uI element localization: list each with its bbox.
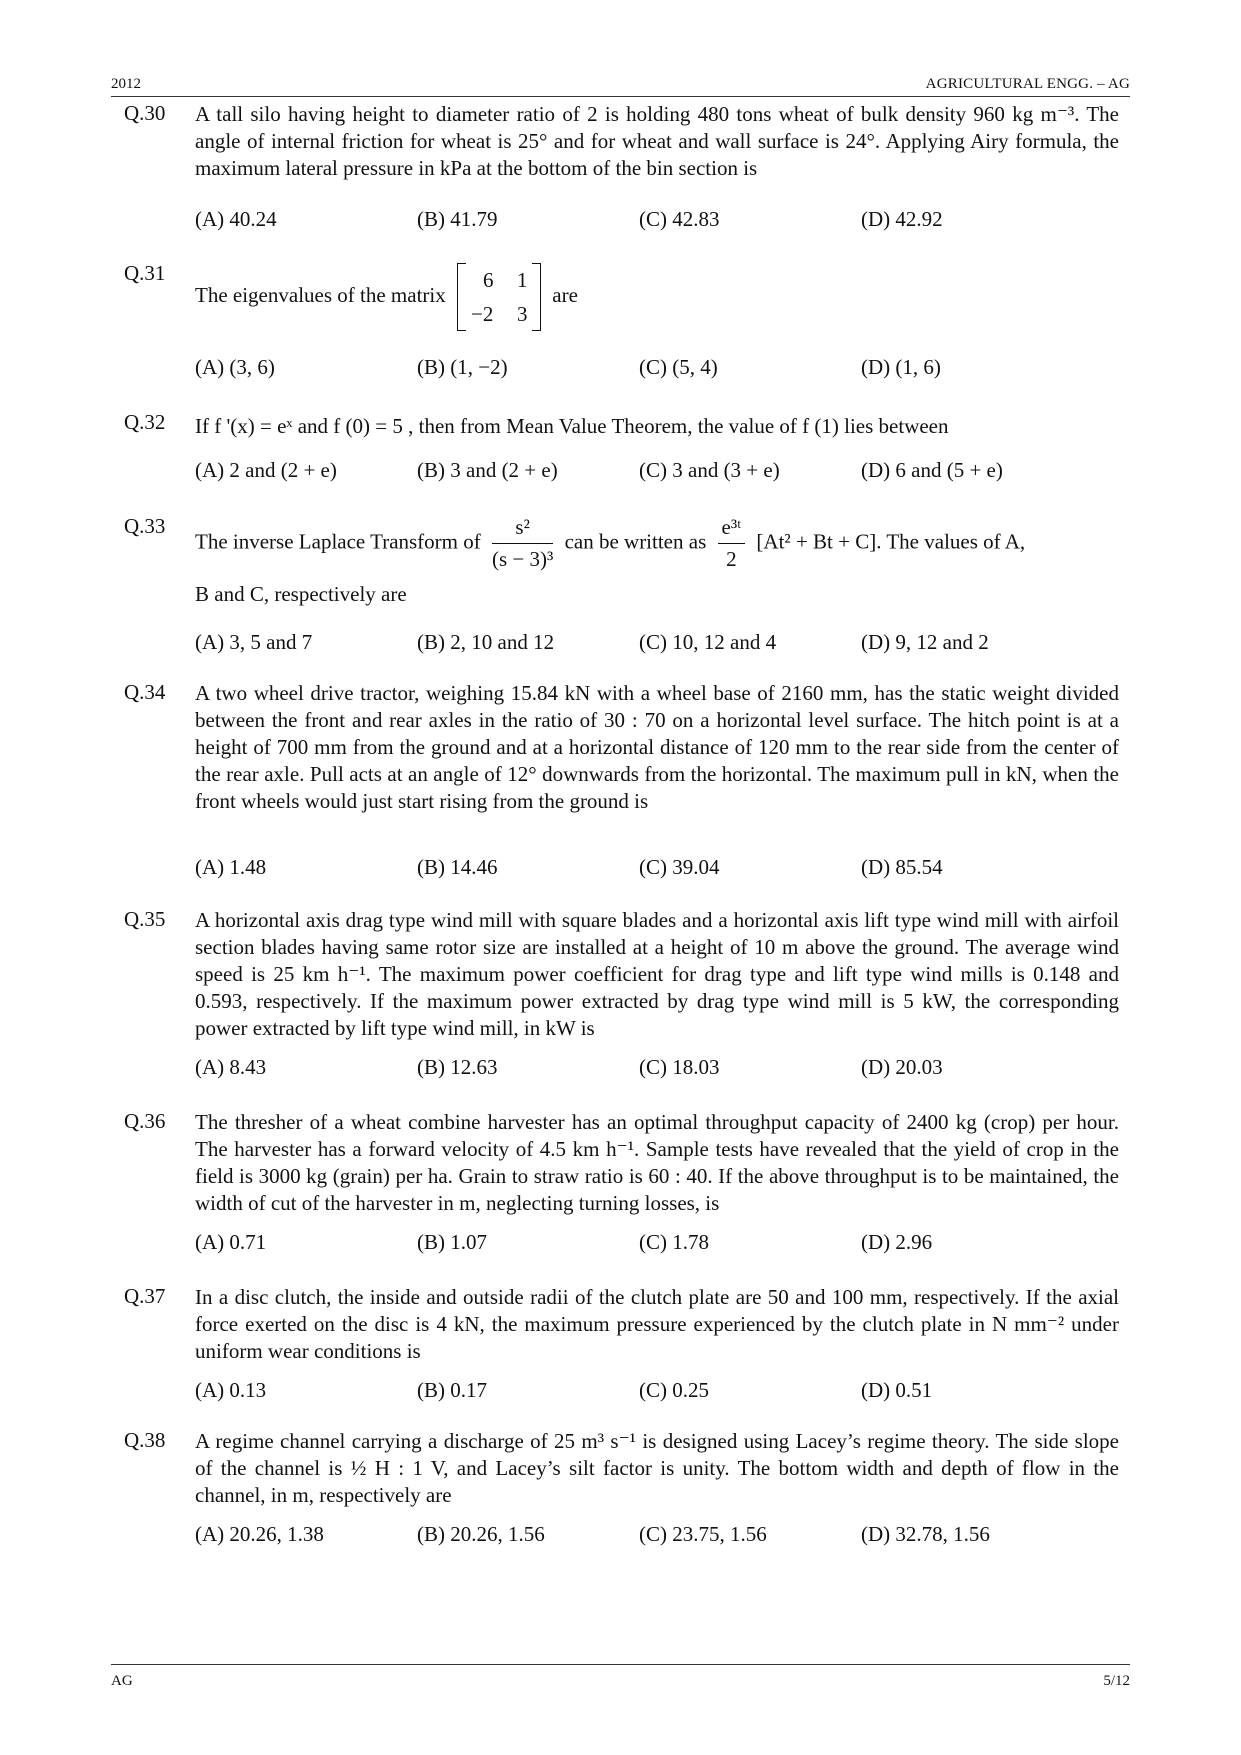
question-text: In a disc clutch, the inside and outside radii of the clutch plate are 50 and 100 mm, respectively. If the axial force exerted on the disc is 4 kN, the maximum pressure experienced by the clutch plate in N mm⁻² under uniform wear conditions is <box>195 1285 1119 1363</box>
question-text: If f '(x) = eˣ and f (0) = 5 , then from Mean Value Theorem, the value of f (1) lies between <box>195 414 949 438</box>
question-36 <box>124 1109 1119 1254</box>
option-c: (C) 3 and (3 + e) <box>639 458 780 482</box>
option-b: (B) (1, −2) <box>417 355 508 379</box>
question-number: Q.36 <box>124 1109 166 1133</box>
option-c: (C) 18.03 <box>639 1055 720 1079</box>
option-a: (A) 0.13 <box>195 1378 267 1402</box>
option-d: (D) 85.54 <box>861 855 943 879</box>
option-b: (B) 1.07 <box>417 1230 487 1254</box>
question-number: Q.30 <box>124 101 166 125</box>
question-number: Q.34 <box>124 680 166 704</box>
option-c: (C) 0.25 <box>639 1378 709 1402</box>
matrix-cell: 3 <box>517 302 528 326</box>
question-35 <box>124 907 1119 1079</box>
matrix-cell: 6 <box>483 268 494 292</box>
question-number: Q.35 <box>124 907 166 931</box>
option-a: (A) (3, 6) <box>195 355 275 379</box>
question-31 <box>124 261 1119 379</box>
option-a: (A) 40.24 <box>195 207 277 231</box>
question-34 <box>124 680 1119 879</box>
matrix <box>457 263 541 331</box>
left-bracket <box>457 263 466 331</box>
question-text: A tall silo having height to diameter ratio of 2 is holding 480 tons wheat of bulk density 960 kg m⁻³. The angle of internal friction for wheat is 25° and for wheat and wall surface is 24°. Applying Airy formula, the maximum lateral pressure in kPa at the bottom of the bin section is <box>195 102 1119 180</box>
right-bracket <box>532 263 541 331</box>
question-38 <box>124 1428 1119 1546</box>
option-a: (A) 1.48 <box>195 855 267 879</box>
option-b: (B) 14.46 <box>417 855 498 879</box>
laplace-fraction <box>492 514 553 573</box>
question-text: The thresher of a wheat combine harvester has an optimal throughput capacity of 2400 kg (crop) per hour. The harvester has a forward velocity of 4.5 km h⁻¹. Sample tests have revealed that the yield of crop in the field is 3000 kg (grain) per ha. Grain to straw ratio is 60 : 40. If the above throughput is to be maintained, the width of cut of the harvester in m, neglecting turning losses, is <box>195 1110 1119 1215</box>
option-d: (D) 0.51 <box>861 1378 933 1402</box>
option-b: (B) 12.63 <box>417 1055 498 1079</box>
fraction-numerator: e³ᵗ <box>718 514 746 544</box>
option-a: (A) 8.43 <box>195 1055 267 1079</box>
option-a: (A) 0.71 <box>195 1230 267 1254</box>
option-d: (D) 2.96 <box>861 1230 933 1254</box>
option-c: (C) 39.04 <box>639 855 720 879</box>
fraction-numerator: s² <box>492 514 553 544</box>
question-text: A regime channel carrying a discharge of 25 m³ s⁻¹ is designed using Lacey’s regime theory. The side slope of the channel is ½ H : 1 V, and Lacey’s silt factor is unity. The bottom width and depth of flow in the channel, in m, respectively are <box>195 1429 1119 1507</box>
option-d: (D) 9, 12 and 2 <box>861 630 989 654</box>
option-d: (D) 6 and (5 + e) <box>861 458 1003 482</box>
option-b: (B) 3 and (2 + e) <box>417 458 558 482</box>
matrix-cell: 1 <box>517 268 528 292</box>
question-32 <box>124 410 1119 482</box>
fraction-denominator: 2 <box>726 547 737 571</box>
question-text-middle: can be written as <box>564 529 707 554</box>
question-text: A horizontal axis drag type wind mill with square blades and a horizontal axis lift type wind mill with airfoil section blades having same rotor size are installed at a height of 10 m above the ground. The average wind speed is 25 km h⁻¹. The maximum power coefficient for drag type and lift type wind mills is 0.148 and 0.593, respectively. If the maximum power extracted by drag type wind mill is 5 kW, the corresponding power extracted by lift type wind mill, in kW is <box>195 908 1119 1040</box>
option-a: (A) 20.26, 1.38 <box>195 1522 324 1546</box>
option-c: (C) (5, 4) <box>639 355 718 379</box>
option-c: (C) 1.78 <box>639 1230 709 1254</box>
question-text-line2: B and C, respectively are <box>195 582 407 606</box>
question-number: Q.32 <box>124 410 166 434</box>
matrix-cell: −2 <box>471 302 494 326</box>
page-header <box>111 74 1130 97</box>
question-text <box>195 514 1119 573</box>
option-c: (C) 42.83 <box>639 207 720 231</box>
option-b: (B) 41.79 <box>417 207 498 231</box>
question-37 <box>124 1284 1119 1402</box>
question-33 <box>124 514 1119 654</box>
page-number: 5/12 <box>1103 1673 1130 1689</box>
question-number: Q.31 <box>124 261 166 285</box>
question-text-after: [At² + Bt + C]. The values of A, <box>756 529 1026 554</box>
fraction-denominator: (s − 3)³ <box>492 547 554 571</box>
question-text-before: The eigenvalues of the matrix <box>195 282 446 307</box>
option-b: (B) 0.17 <box>417 1378 487 1402</box>
question-text: A two wheel drive tractor, weighing 15.84 kN with a wheel base of 2160 mm, has the static weight divided between the front and rear axles in the ratio of 30 : 70 on a horizontal level surface. The hitch point is at a height of 700 mm from the ground and at a horizontal distance of 120 mm to the rear side from the center of the rear axle. Pull acts at an angle of 12° downwards from the horizontal. The maximum pull in kN, when the front wheels would just start rising from the ground is <box>195 681 1119 813</box>
question-number: Q.38 <box>124 1428 166 1452</box>
question-number: Q.37 <box>124 1284 166 1308</box>
question-number: Q.33 <box>124 514 166 538</box>
header-paper-title: AGRICULTURAL ENGG. – AG <box>925 76 1130 92</box>
exponential-fraction <box>718 514 746 573</box>
option-d: (D) 42.92 <box>861 207 943 231</box>
question-30 <box>124 101 1119 231</box>
option-a: (A) 3, 5 and 7 <box>195 630 313 654</box>
question-text <box>195 261 1119 331</box>
option-a: (A) 2 and (2 + e) <box>195 458 337 482</box>
question-text-before: The inverse Laplace Transform of <box>195 529 481 554</box>
question-text-after: are <box>552 282 578 307</box>
footer-paper-code: AG <box>111 1673 133 1689</box>
option-b: (B) 2, 10 and 12 <box>417 630 555 654</box>
option-d: (D) (1, 6) <box>861 355 941 379</box>
header-year: 2012 <box>111 76 141 92</box>
option-b: (B) 20.26, 1.56 <box>417 1522 545 1546</box>
page-footer <box>111 1664 1130 1695</box>
option-d: (D) 32.78, 1.56 <box>861 1522 990 1546</box>
option-c: (C) 23.75, 1.56 <box>639 1522 767 1546</box>
option-c: (C) 10, 12 and 4 <box>639 630 777 654</box>
option-d: (D) 20.03 <box>861 1055 943 1079</box>
